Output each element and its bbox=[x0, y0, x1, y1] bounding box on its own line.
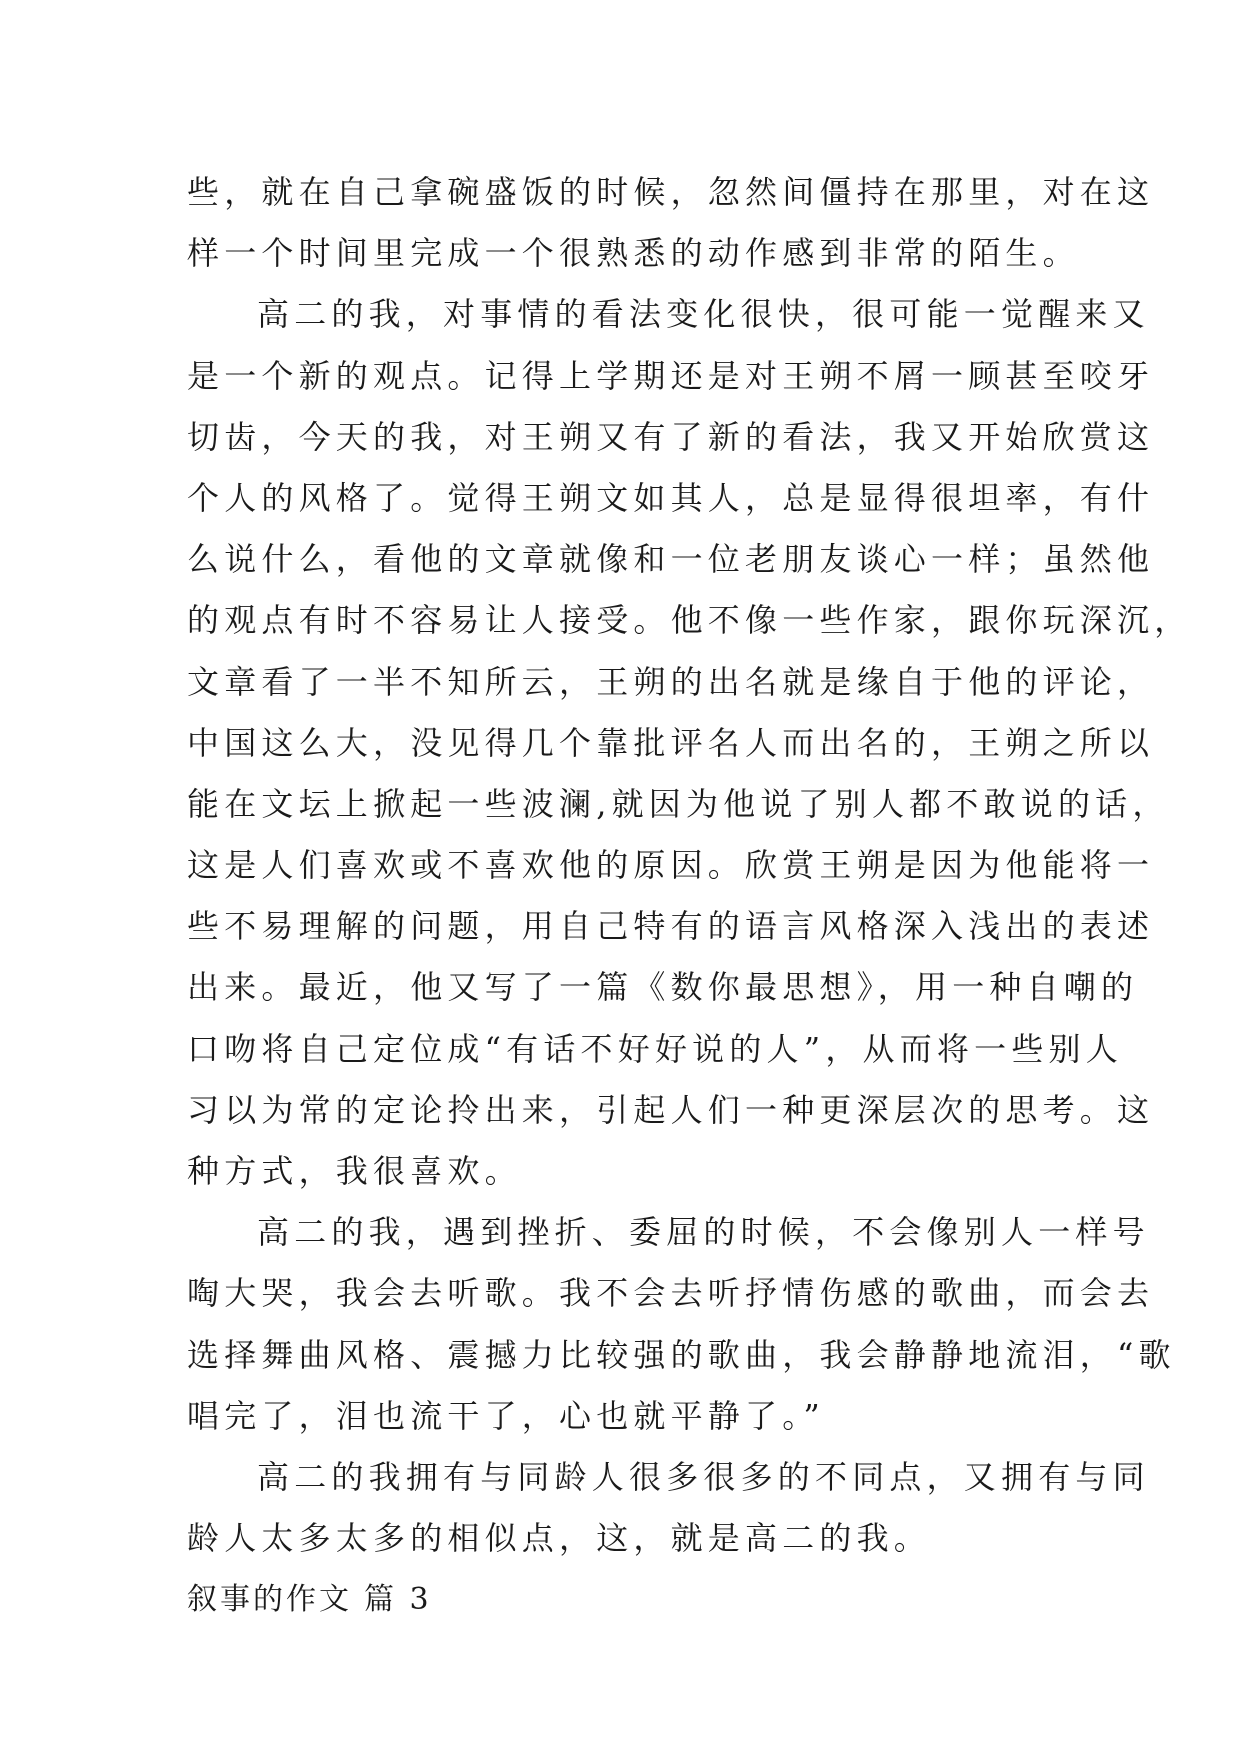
paragraph-start-line: 高二的我，遇到挫折、委屈的时候，不会像别人一样号 bbox=[257, 1213, 1150, 1252]
text-line: 中国这么大，没见得几个靠批评名人而出名的，王朔之所以 bbox=[187, 723, 1155, 762]
text-line: 样一个时间里完成一个很熟悉的动作感到非常的陌生。 bbox=[187, 234, 1080, 273]
text-line: 切齿，今天的我，对王朔又有了新的看法，我又开始欣赏这 bbox=[187, 417, 1155, 456]
paragraph-start-line: 高二的我拥有与同龄人很多很多的不同点，又拥有与同 bbox=[257, 1457, 1150, 1496]
paragraph-start-line: 高二的我，对事情的看法变化很快，很可能一觉醒来又 bbox=[257, 295, 1150, 334]
text-line: 习以为常的定论拎出来，引起人们一种更深层次的思考。这 bbox=[187, 1090, 1155, 1129]
text-line: 么说什么，看他的文章就像和一位老朋友谈心一样；虽然他 bbox=[187, 540, 1155, 579]
text-line: 龄人太多太多的相似点，这，就是高二的我。 bbox=[187, 1519, 932, 1558]
section-heading-title: 叙事的作文 bbox=[187, 1582, 352, 1618]
document-page bbox=[187, 162, 1192, 1631]
text-line: 文章看了一半不知所云，王朔的出名就是缘自于他的评论， bbox=[187, 662, 1155, 701]
section-heading bbox=[187, 1569, 1049, 1630]
text-line: 能在文坛上掀起一些波澜,就因为他说了别人都不敢说的话， bbox=[187, 784, 1170, 823]
text-line: 啕大哭，我会去听歌。我不会去听抒情伤感的歌曲，而会去 bbox=[187, 1274, 1155, 1313]
text-line: 种方式，我很喜欢。 bbox=[187, 1152, 522, 1190]
text-line: 是一个新的观点。记得上学期还是对王朔不屑一顾甚至咬牙 bbox=[187, 356, 1155, 395]
text-line: 唱完了，泪也流干了，心也就平静了。” bbox=[187, 1396, 825, 1435]
text-line: 口吻将自己定位成“有话不好好说的人”，从而将一些别人 bbox=[187, 1029, 1123, 1068]
text-line: 出来。最近，他又写了一篇《数你最思想》，用一种自嘲的 bbox=[187, 968, 1139, 1007]
text-line: 的观点有时不容易让人接受。他不像一些作家，跟你玩深沉， bbox=[187, 601, 1192, 640]
text-line: 个人的风格了。觉得王朔文如其人，总是显得很坦率，有什 bbox=[187, 478, 1155, 517]
text-line: 些，就在自己拿碗盛饭的时候，忽然间僵持在那里，对在这 bbox=[187, 173, 1155, 211]
section-heading-part: 篇 3 bbox=[364, 1582, 432, 1618]
text-line: 选择舞曲风格、震撼力比较强的歌曲，我会静静地流泪，“歌 bbox=[187, 1335, 1176, 1374]
text-line: 些不易理解的问题，用自己特有的语言风格深入浅出的表述 bbox=[187, 907, 1155, 946]
text-line: 这是人们喜欢或不喜欢他的原因。欣赏王朔是因为他能将一 bbox=[187, 846, 1155, 885]
